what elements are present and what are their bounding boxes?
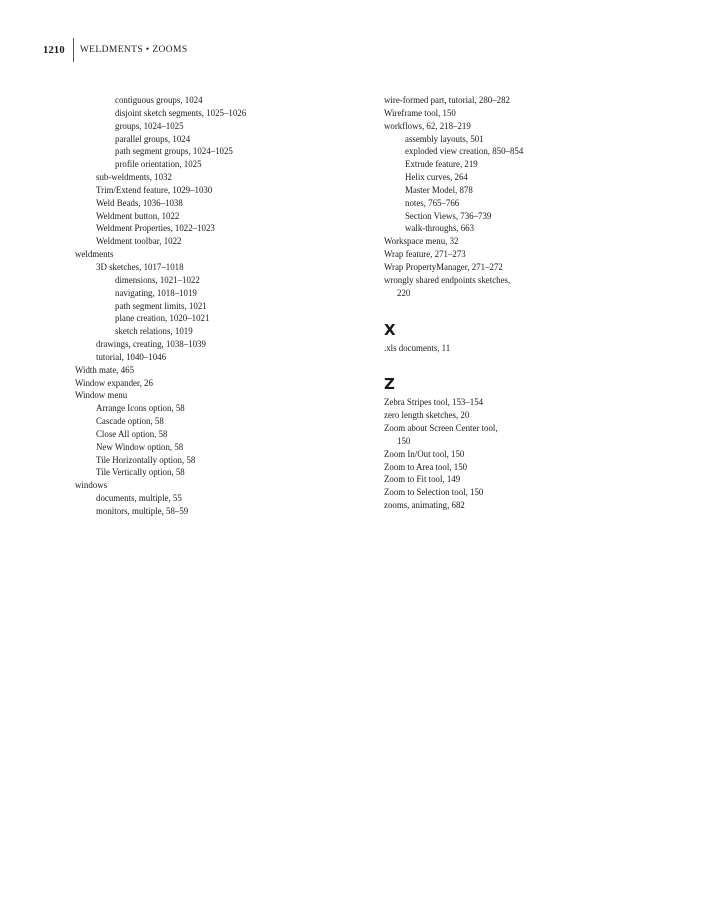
index-entry: walk-throughs, 663 [405,223,475,234]
index-entry: 3D sketches, 1017–1018 [96,261,184,272]
index-entry: Weldment button, 1022 [96,210,180,221]
index-column-left [75,94,365,518]
index-entry: Zoom to Selection tool, 150 [384,487,484,498]
index-entry: dimensions, 1021–1022 [115,274,200,285]
index-entry: 220 [397,287,411,298]
index-entry: weldments [75,249,114,260]
index-entry: Tile Horizontally option, 58 [96,454,196,465]
index-entry: Zoom to Fit tool, 149 [384,474,461,485]
index-entry: Zebra Stripes tool, 153–154 [384,397,484,408]
index-entry: path segment limits, 1021 [115,300,207,311]
index-entry: assembly layouts, 501 [405,133,484,144]
index-entry: sketch relations, 1019 [115,326,193,337]
index-entry: notes, 765–766 [405,197,460,208]
page-header [43,38,188,62]
section-letter: X [384,320,396,339]
index-entry: Helix curves, 264 [405,172,468,183]
index-entry: Width mate, 465 [75,364,135,375]
page-number: 1210 [43,44,65,56]
index-column-right [384,94,684,512]
index-entry: documents, multiple, 55 [96,493,182,504]
index-entry: Close All option, 58 [96,428,168,439]
index-entry: contiguous groups, 1024 [115,95,203,105]
index-entry: Workspace menu, 32 [384,236,459,247]
index-entry: parallel groups, 1024 [115,133,191,144]
index-entry: Zoom about Screen Center tool, [384,423,498,434]
index-entry: Weld Beads, 1036–1038 [96,197,183,208]
index-entry: Trim/Extend feature, 1029–1030 [96,184,213,195]
index-entry: zero length sketches, 20 [384,410,470,421]
index-entry: Window expander, 26 [75,377,153,388]
index-entry: Wrap feature, 271–273 [384,249,466,260]
index-entry: tutorial, 1040–1046 [96,351,167,362]
running-head: WELDMENTS • ZOOMS [79,45,188,55]
index-entry: New Window option, 58 [96,441,184,452]
index-entry: Extrude feature, 219 [405,159,478,170]
index-entry: profile orientation, 1025 [115,159,202,170]
index-entry: Cascade option, 58 [96,416,164,427]
index-entry: groups, 1024–1025 [115,120,184,131]
index-entry: Master Model, 878 [405,184,473,195]
index-entry: Arrange Icons option, 58 [96,403,185,414]
index-entry: plane creation, 1020–1021 [115,313,210,324]
index-entry: navigating, 1018–1019 [115,287,197,298]
index-entry: monitors, multiple, 58–59 [96,506,189,516]
section-letter: Z [384,375,395,394]
index-entry: 150 [397,435,411,446]
index-entry: disjoint sketch segments, 1025–1026 [115,107,247,118]
index-entry: Wireframe tool, 150 [384,107,456,118]
index-entry: zooms, animating, 682 [384,500,465,511]
index-entry: Zoom In/Out tool, 150 [384,448,465,459]
index-entry: workflows, 62, 218–219 [384,120,471,131]
index-entry: sub-weldments, 1032 [96,172,172,183]
index-entry: .xls documents, 11 [384,342,451,353]
header-divider [73,38,74,62]
index-entry: Weldment Properties, 1022–1023 [96,223,215,234]
index-entry: wire-formed part, tutorial, 280–282 [384,95,510,105]
index-entry: Window menu [75,390,128,401]
index-entry: Weldment toolbar, 1022 [96,236,182,247]
index-entry: windows [75,480,108,491]
index-entry: Tile Vertically option, 58 [96,467,185,478]
index-entry: wrongly shared endpoints sketches, [384,274,511,285]
index-entry: path segment groups, 1024–1025 [115,146,233,157]
index-entry: Section Views, 736–739 [405,210,492,221]
index-entry: exploded view creation, 850–854 [405,146,524,157]
index-entry: Wrap PropertyManager, 271–272 [384,261,503,272]
index-entry: Zoom to Area tool, 150 [384,461,468,472]
index-entry: drawings, creating, 1038–1039 [96,339,206,350]
